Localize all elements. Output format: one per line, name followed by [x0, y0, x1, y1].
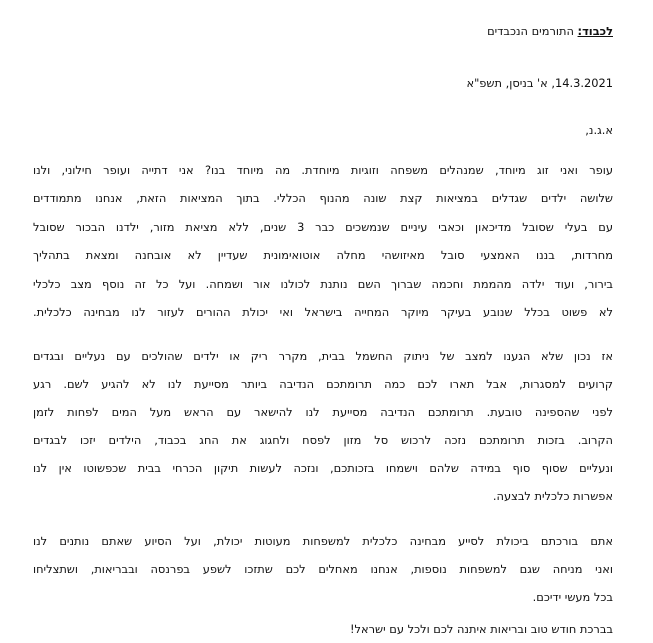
- paragraph-1-line-2: שלושה ילדים שגדלים במציאות קצת שונה מהנוף הכללי. בתוך המציאות הזאת, אנחנו מתמודדים: [33, 191, 613, 205]
- paragraph-2-line-1: אז נכון שלא הגענו למצב של ניתוק החשמל בבית, מקרר ריק או ילדים שהולכים עם נעליים ובגדים: [33, 349, 613, 363]
- letter-closing: בברכת חודש טוב ובריאות איתנה לכם ולכל עם ישראל!: [349, 622, 613, 636]
- paragraph-2-line-3: לפני שהספינה טובעת. תרומתכם הנדיבה מסייעת לנו להישאר עם הראש מעל המים לפחות לזמן: [33, 405, 613, 419]
- paragraph-3-line-3: בכל מעשי ידיכם.: [532, 590, 613, 604]
- paragraph-1-line-6: לא פשוט בכלל שנובע בעיקר מיוקר המחייה בישראל ואי יכולת ההורים לעזור לנו מבחינה כלכלית.: [33, 305, 613, 319]
- paragraph-1-line-4: מחרדות, בננו האמצעי סובל מאיזושהי מחלה אוטואימונית שעדיין לא אובחנה ומצאת בתהליך: [33, 248, 613, 262]
- paragraph-2-line-5: ונעליים שסוף סוף במידה שלהם וישמחו בזכותכם, ונזכה לעשות תיקון הכרחי בבית שכפשוטו אין לנו: [33, 461, 613, 475]
- recipient-label: לכבוד:: [577, 24, 613, 38]
- paragraph-3-line-1: אתם בורכתם ביכולת לסייע מבחינה כלכלית למשפחות מעוטות יכולת, ועל הסיוע שאתם נותנים לנו: [33, 534, 613, 548]
- paragraph-2-line-6: אפשרות כלכלית לבצעה.: [492, 489, 613, 503]
- paragraph-2-line-2: קרועים למסגרות, אבל תארו לכם כמה תרומתכם הנדיבה ביותר מסייעת לנו לא להגיע לשם. רגע: [33, 377, 613, 391]
- letter-date: 14.3.2021, א' בניסן, תשפ"א: [466, 76, 613, 90]
- paragraph-1-line-3: עם בעלי שסובל מדיכאון וכאבי עיניים שנמשכים כבר 3 שנים, ללא מציאת מזור, ילדנו הבכור שסובל: [33, 220, 613, 234]
- letter-greeting: א.ג.נ,: [585, 123, 613, 137]
- recipient-line: [33, 23, 613, 39]
- paragraph-3-line-2: ואני מניחה שגם למשפחות נוספות, אנחנו מאחלים לכם שתזכו לשפע בפרנסה ובבריאות, ושתצליחו: [33, 562, 613, 576]
- paragraph-1-line-1: עופר ואני זוג מיוחד, שמנהלים משפחה וזוגיות מיוחדת. מה מיוחד בנו? אני דתייה ועופר חילוני, ולנו: [33, 163, 613, 177]
- paragraph-1-line-5: בירור, ועוד ילדה מהממת וחכמה שברוך השם נותנת לכולנו אור ושמחה. ועל כל זה נוסף מצב כלכלי: [33, 277, 613, 291]
- recipient-name: התורמים הנכבדים: [487, 24, 574, 38]
- paragraph-2-line-4: הקרוב. בזכות תרומתכם נזכה לרכוש סל מזון לפסח ולחגוג את החג בכבוד, הילדים יזכו לבגדים: [33, 433, 613, 447]
